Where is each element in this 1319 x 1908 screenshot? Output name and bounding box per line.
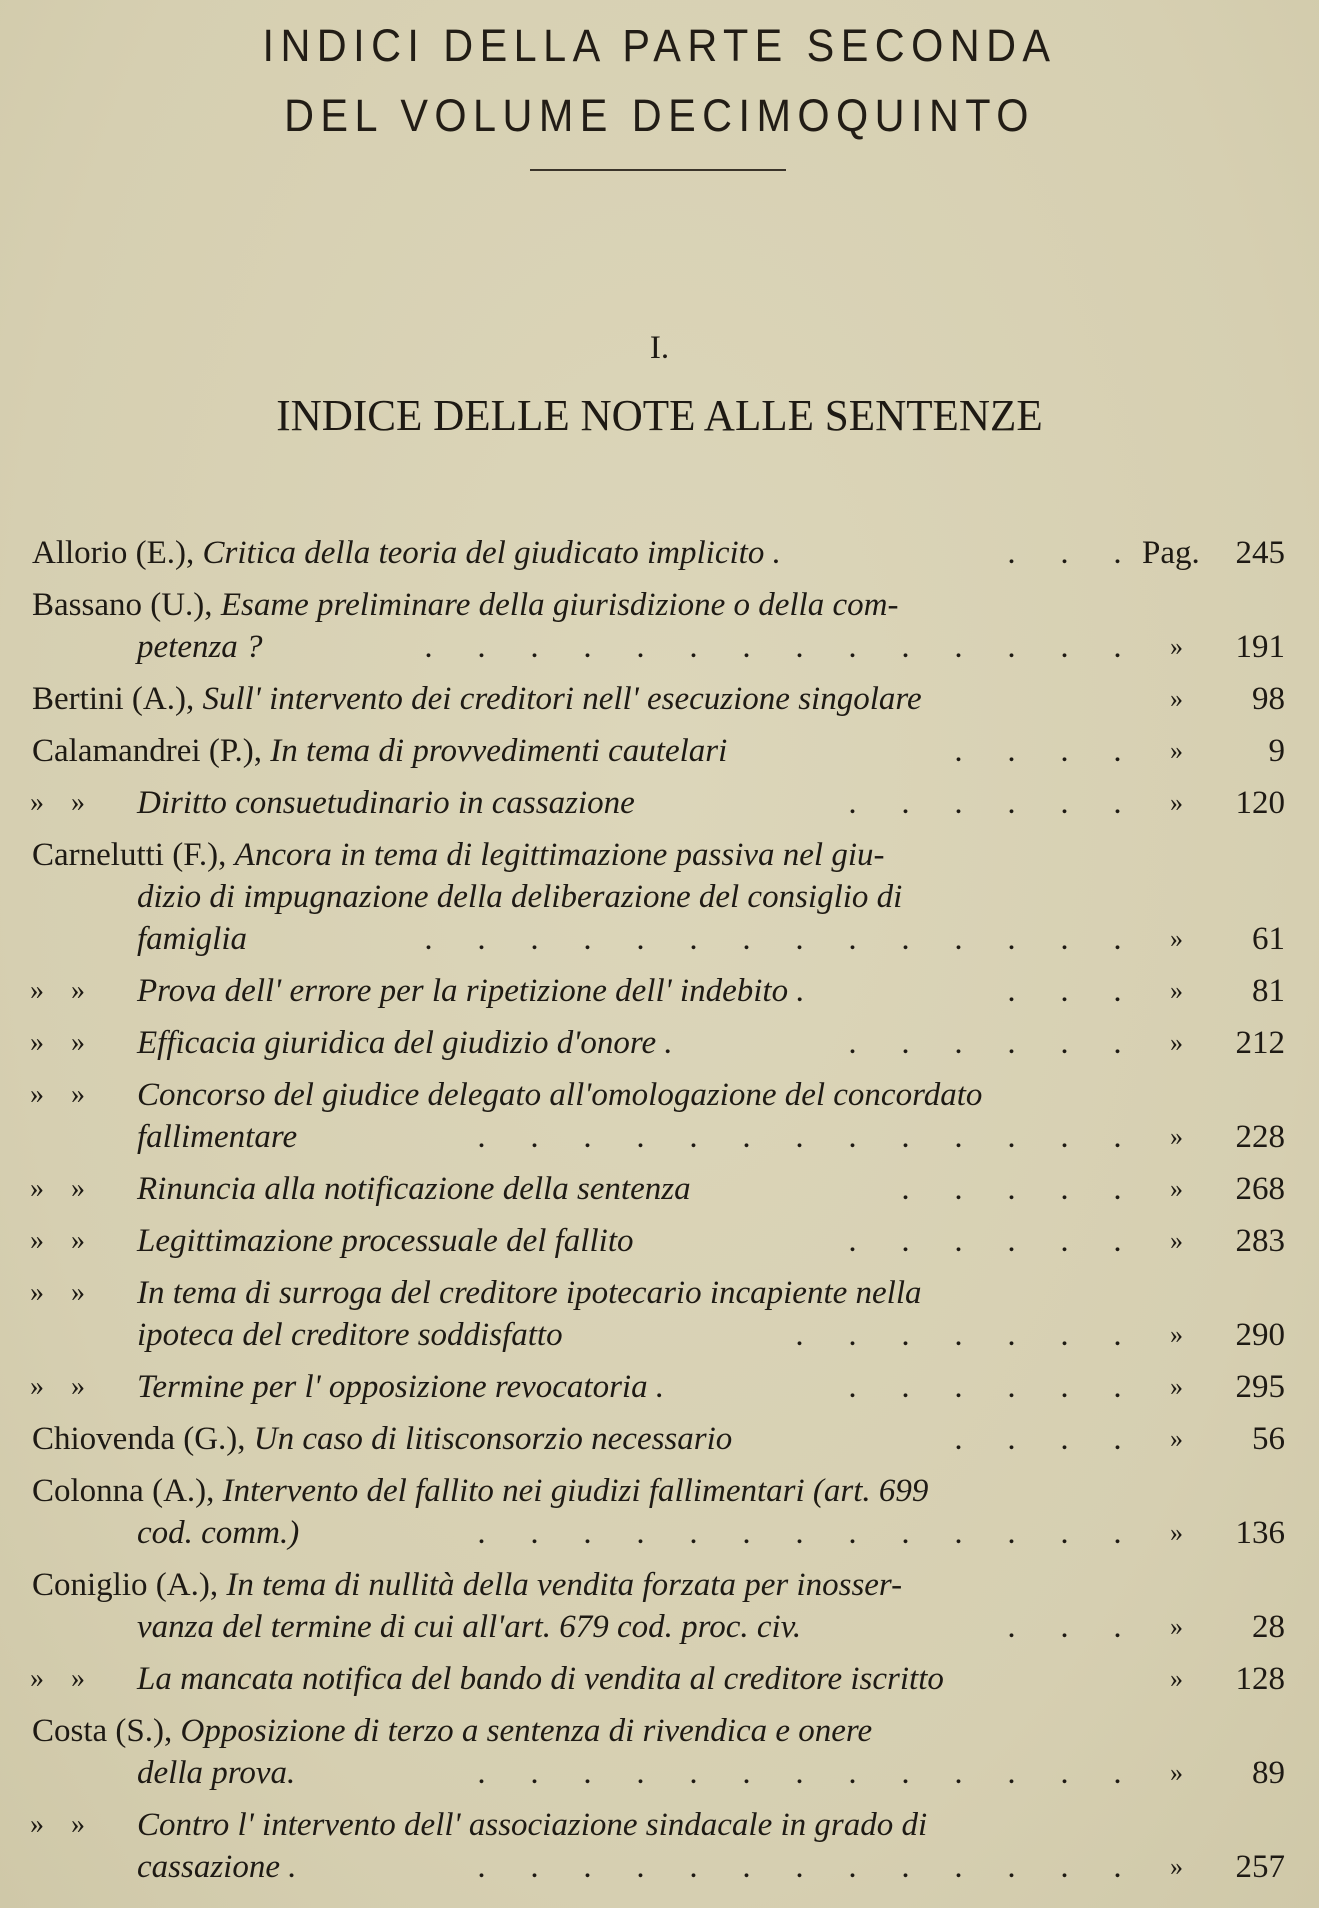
entry-line bbox=[0, 1846, 1319, 1888]
dot-leader: . . . . . . . . . . . . . bbox=[477, 1849, 1122, 1885]
index-entry[interactable] bbox=[0, 1220, 1319, 1262]
ditto-ref-mark: » bbox=[1170, 1320, 1183, 1349]
index-entry[interactable] bbox=[0, 834, 1319, 960]
volume-title-line-1: INDICI DELLA PARTE SECONDA bbox=[262, 20, 1057, 71]
entry-line bbox=[0, 970, 1319, 1012]
entry-title: In tema di provvedimenti cautelari bbox=[270, 733, 728, 769]
index-entry[interactable] bbox=[0, 532, 1319, 574]
entry-title: Un caso di litisconsorzio necessario bbox=[253, 1421, 733, 1457]
entry-title: Contro l' intervento dell' associazione sindacale in grado di bbox=[137, 1807, 928, 1843]
page-number[interactable]: 295 bbox=[1235, 1369, 1285, 1405]
index-entry[interactable] bbox=[0, 1418, 1319, 1460]
entry-text bbox=[137, 1846, 297, 1888]
index-entry[interactable] bbox=[0, 1710, 1319, 1794]
dot-leader: . . . . . . . . . . . . . bbox=[477, 1515, 1122, 1551]
index-entry[interactable] bbox=[0, 970, 1319, 1012]
entry-line bbox=[0, 678, 1319, 720]
entry-text bbox=[32, 584, 898, 626]
page-number[interactable]: 61 bbox=[1252, 921, 1285, 957]
entry-line bbox=[0, 730, 1319, 772]
dot-leader: . . . . . . . . . . . . . bbox=[477, 1119, 1122, 1155]
ditto-marks: » » bbox=[30, 1371, 95, 1402]
section-number: I. bbox=[649, 330, 670, 366]
entry-line bbox=[0, 782, 1319, 824]
page-number[interactable]: 98 bbox=[1252, 681, 1285, 717]
entry-title: petenza ? bbox=[137, 629, 263, 665]
entry-text bbox=[137, 1512, 299, 1554]
entry-text bbox=[137, 1314, 563, 1356]
entry-line bbox=[0, 1658, 1319, 1700]
entry-line bbox=[0, 532, 1319, 574]
entry-text bbox=[137, 918, 247, 960]
ditto-ref-mark: » bbox=[1170, 976, 1183, 1005]
entry-title: ipoteca del creditore soddisfatto bbox=[137, 1317, 563, 1353]
entry-title: vanza del termine di cui all'art. 679 cod. proc. civ. bbox=[137, 1609, 802, 1645]
dot-leader: . . . . . . . bbox=[795, 1317, 1122, 1353]
ditto-marks: » » bbox=[30, 1173, 95, 1204]
entry-title: cassazione . bbox=[137, 1849, 297, 1885]
dot-leader: . . . bbox=[1007, 1609, 1122, 1645]
ditto-marks: » » bbox=[30, 1809, 95, 1840]
page-number[interactable]: 257 bbox=[1235, 1849, 1285, 1885]
page-number[interactable]: 28 bbox=[1252, 1609, 1285, 1645]
entry-text bbox=[137, 782, 635, 824]
ditto-marks: » » bbox=[30, 1079, 95, 1110]
entry-line bbox=[0, 1752, 1319, 1794]
ditto-ref-mark: » bbox=[1170, 1372, 1183, 1401]
volume-title-line-2: DEL VOLUME DECIMOQUINTO bbox=[284, 90, 1035, 141]
entry-text bbox=[137, 1804, 927, 1846]
entry-title: dizio di impugnazione della deliberazione del consiglio di bbox=[137, 879, 903, 915]
entry-title: cod. comm.) bbox=[137, 1515, 300, 1551]
entry-line bbox=[0, 1512, 1319, 1554]
entry-line bbox=[0, 1710, 1319, 1752]
entry-title: della prova. bbox=[137, 1755, 296, 1791]
entry-title: Termine per l' opposizione revocatoria . bbox=[137, 1369, 665, 1405]
index-entry[interactable] bbox=[0, 678, 1319, 720]
index-entries bbox=[0, 532, 1319, 1898]
entry-title: Rinuncia alla notificazione della sentenza bbox=[137, 1171, 691, 1207]
entry-author: Colonna (A.), bbox=[32, 1473, 223, 1509]
page-number[interactable]: 245 bbox=[1235, 535, 1285, 571]
index-entry[interactable] bbox=[0, 1366, 1319, 1408]
dot-leader: . . . . . . . . . . . . . . bbox=[424, 921, 1122, 957]
entry-text bbox=[32, 1418, 732, 1460]
ditto-ref-mark: » bbox=[1170, 1122, 1183, 1151]
entry-text bbox=[137, 876, 902, 918]
entry-title: Ancora in tema di legittimazione passiva nel giu- bbox=[234, 837, 885, 873]
entry-title: Prova dell' errore per la ripetizione dell' indebito . bbox=[137, 973, 805, 1009]
entry-author: Costa (S.), bbox=[32, 1713, 181, 1749]
entry-line bbox=[0, 1168, 1319, 1210]
entry-text bbox=[137, 1022, 673, 1064]
entry-title: Efficacia giuridica del giudizio d'onore . bbox=[137, 1025, 673, 1061]
entry-line bbox=[0, 918, 1319, 960]
ditto-ref-mark: » bbox=[1170, 1174, 1183, 1203]
index-entry[interactable] bbox=[0, 782, 1319, 824]
ditto-ref-mark: » bbox=[1170, 1424, 1183, 1453]
page-number[interactable]: 89 bbox=[1252, 1755, 1285, 1791]
ditto-ref-mark: » bbox=[1170, 1664, 1183, 1693]
entry-text bbox=[32, 730, 727, 772]
entry-author: Allorio (E.), bbox=[32, 535, 203, 571]
index-entry[interactable] bbox=[0, 584, 1319, 668]
dot-leader: . . . . . . . . . . . . . bbox=[477, 1755, 1122, 1791]
dot-leader: . . . . . . bbox=[848, 1223, 1122, 1259]
entry-line bbox=[0, 1314, 1319, 1356]
title-divider bbox=[530, 169, 786, 171]
entry-author: Chiovenda (G.), bbox=[32, 1421, 254, 1457]
dot-leader: . . . bbox=[1007, 535, 1122, 571]
page-number[interactable]: 56 bbox=[1252, 1421, 1285, 1457]
page-prefix: Pag. bbox=[1142, 535, 1200, 571]
ditto-ref-mark: » bbox=[1170, 632, 1183, 661]
dot-leader: . . . . . . bbox=[848, 1369, 1122, 1405]
index-entry[interactable] bbox=[0, 1022, 1319, 1064]
entry-line bbox=[0, 626, 1319, 668]
dot-leader: . . . . bbox=[954, 733, 1122, 769]
page-number[interactable]: 120 bbox=[1235, 785, 1285, 821]
entry-text bbox=[32, 678, 922, 720]
entry-author: Coniglio (A.), bbox=[32, 1567, 227, 1603]
page-number[interactable]: 9 bbox=[1268, 733, 1285, 769]
entry-title: fallimentare bbox=[137, 1119, 298, 1155]
page-number[interactable]: 283 bbox=[1235, 1223, 1285, 1259]
entry-line bbox=[0, 1272, 1319, 1314]
entry-title: Intervento del fallito nei giudizi fallimentari (art. 699 bbox=[222, 1473, 929, 1509]
entry-text bbox=[32, 1564, 902, 1606]
entry-line bbox=[0, 1116, 1319, 1158]
dot-leader: . . . . . . bbox=[848, 785, 1122, 821]
entry-title: In tema di nullità della vendita forzata per inosser- bbox=[226, 1567, 903, 1603]
dot-leader: . . . . bbox=[954, 1421, 1122, 1457]
index-entry[interactable] bbox=[0, 1074, 1319, 1158]
ditto-ref-mark: » bbox=[1170, 1226, 1183, 1255]
ditto-ref-mark: » bbox=[1170, 1612, 1183, 1641]
entry-text bbox=[137, 1272, 922, 1314]
entry-text bbox=[32, 1470, 928, 1512]
ditto-marks: » » bbox=[30, 1663, 95, 1694]
entry-title: Sull' intervento dei creditori nell' esecuzione singolare bbox=[202, 681, 922, 717]
entry-line bbox=[0, 584, 1319, 626]
entry-line bbox=[0, 1022, 1319, 1064]
entry-text bbox=[32, 834, 885, 876]
section-heading: INDICE DELLE NOTE ALLE SENTENZE bbox=[276, 391, 1043, 440]
page-number[interactable]: 191 bbox=[1235, 629, 1285, 665]
entry-line bbox=[0, 834, 1319, 876]
ditto-ref-mark: » bbox=[1170, 684, 1183, 713]
entry-line bbox=[0, 1074, 1319, 1116]
ditto-marks: » » bbox=[30, 1277, 95, 1308]
page-number[interactable]: 290 bbox=[1235, 1317, 1285, 1353]
index-entry[interactable] bbox=[0, 1168, 1319, 1210]
ditto-ref-mark: » bbox=[1170, 924, 1183, 953]
entry-line bbox=[0, 1470, 1319, 1512]
ditto-marks: » » bbox=[30, 1225, 95, 1256]
entry-title: Concorso del giudice delegato all'omologazione del concordato bbox=[137, 1077, 983, 1113]
ditto-marks: » » bbox=[30, 787, 95, 818]
entry-title: famiglia bbox=[137, 921, 248, 957]
entry-author: Bertini (A.), bbox=[32, 681, 203, 717]
page-number[interactable]: 268 bbox=[1235, 1171, 1285, 1207]
entry-line bbox=[0, 1564, 1319, 1606]
entry-text bbox=[137, 1752, 295, 1794]
entry-text bbox=[137, 970, 805, 1012]
entry-author: Carnelutti (F.), bbox=[32, 837, 235, 873]
entry-title: La mancata notifica del bando di vendita al creditore iscritto bbox=[137, 1661, 944, 1697]
ditto-ref-mark: » bbox=[1170, 1518, 1183, 1547]
entry-title: In tema di surroga del creditore ipotecario incapiente nella bbox=[137, 1275, 922, 1311]
entry-text bbox=[137, 1074, 982, 1116]
entry-line bbox=[0, 1366, 1319, 1408]
index-entry[interactable] bbox=[0, 730, 1319, 772]
page-number[interactable]: 212 bbox=[1235, 1025, 1285, 1061]
dot-leader: . . . . . . . . . . . . . . bbox=[424, 629, 1122, 665]
page-number[interactable]: 228 bbox=[1235, 1119, 1285, 1155]
entry-text bbox=[137, 1220, 633, 1262]
entry-line bbox=[0, 1606, 1319, 1648]
ditto-ref-mark: » bbox=[1170, 788, 1183, 817]
ditto-ref-mark: » bbox=[1170, 736, 1183, 765]
entry-author: Calamandrei (P.), bbox=[32, 733, 271, 769]
entry-text bbox=[137, 1116, 297, 1158]
ditto-ref-mark: » bbox=[1170, 1028, 1183, 1057]
entry-title: Diritto consuetudinario in cassazione bbox=[137, 785, 635, 821]
dot-leader: . . . bbox=[1007, 973, 1122, 1009]
page-number[interactable]: 128 bbox=[1235, 1661, 1285, 1697]
entry-title: Opposizione di terzo a sentenza di rivendica e onere bbox=[180, 1713, 873, 1749]
entry-text bbox=[137, 626, 263, 668]
index-entry[interactable] bbox=[0, 1564, 1319, 1648]
ditto-marks: » » bbox=[30, 1027, 95, 1058]
entry-text bbox=[137, 1658, 944, 1700]
index-entry[interactable] bbox=[0, 1804, 1319, 1888]
entry-line bbox=[0, 1804, 1319, 1846]
entry-line bbox=[0, 1220, 1319, 1262]
entry-text bbox=[137, 1366, 664, 1408]
entry-author: Bassano (U.), bbox=[32, 587, 221, 623]
dot-leader: . . . . . bbox=[901, 1171, 1122, 1207]
entry-text bbox=[137, 1606, 801, 1648]
entry-title: Critica della teoria del giudicato implicito . bbox=[202, 535, 781, 571]
page-number[interactable]: 136 bbox=[1235, 1515, 1285, 1551]
entry-line bbox=[0, 1418, 1319, 1460]
index-entry[interactable] bbox=[0, 1658, 1319, 1700]
entry-text bbox=[137, 1168, 691, 1210]
entry-title: Legittimazione processuale del fallito bbox=[137, 1223, 634, 1259]
index-entry[interactable] bbox=[0, 1272, 1319, 1356]
entry-text bbox=[32, 1710, 872, 1752]
ditto-ref-mark: » bbox=[1170, 1852, 1183, 1881]
dot-leader: . . . . . . bbox=[848, 1025, 1122, 1061]
entry-line bbox=[0, 876, 1319, 918]
entry-text bbox=[32, 532, 781, 574]
entry-title: Esame preliminare della giurisdizione o della com- bbox=[220, 587, 899, 623]
ditto-ref-mark: » bbox=[1170, 1758, 1183, 1787]
page-number[interactable]: 81 bbox=[1252, 973, 1285, 1009]
ditto-marks: » » bbox=[30, 975, 95, 1006]
index-entry[interactable] bbox=[0, 1470, 1319, 1554]
